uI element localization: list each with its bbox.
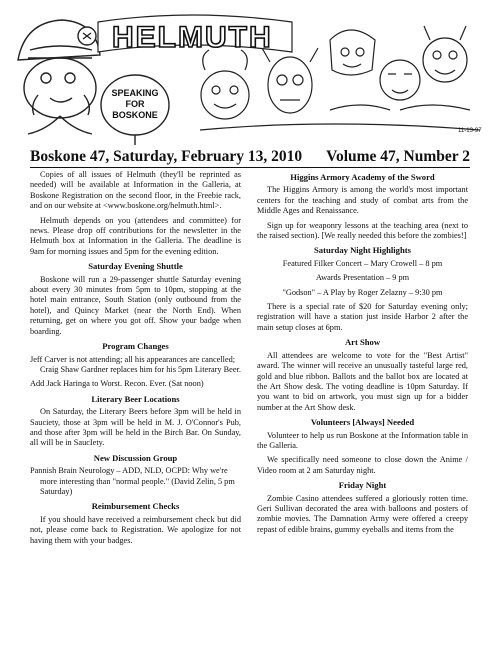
- program-change-haringa: Add Jack Haringa to Worst. Recon. Ever. (Sat noon): [30, 379, 204, 389]
- shuttle-text: Boskone will run a 29-passenger shuttle Saturday evening about every 30 minutes from 5pm to 10pm, stopping at the hotel main entrance, South Station (only outbound from the hotel), and Quincy Market (near the North End). When returning, get on where you got off. Show your badge when boarding.: [30, 274, 241, 336]
- issue-date: Boskone 47, Saturday, February 13, 2010: [30, 148, 303, 165]
- sign-line-2: FOR: [125, 99, 145, 109]
- left-column: [30, 170, 241, 550]
- program-change-carver: Jeff Carver is not attending; all his appearances are cancelled; Craig Shaw Gardner replaces him for his 5pm Literary Beer.: [30, 354, 241, 374]
- banner-title: HELMUTH: [112, 21, 273, 54]
- reimbursement-text: If you should have received a reimbursement check but did not, please come back to Registration. We apologize for not having them with your badges.: [30, 514, 241, 545]
- higgins-heading: Higgins Armory Academy of the Sword: [290, 172, 435, 182]
- title-band: [98, 15, 292, 54]
- special-rate-text: There is a special rate of $20 for Saturday evening only; registration will have a station just inside Harbor 2 after the main setup closes at 6pm.: [257, 302, 468, 332]
- higgins-text-1: The Higgins Armory is among the world's most important centers for the teaching and study of combat arts from the Middle Ages and Renaissance.: [257, 185, 468, 216]
- volunteers-text-1: Volunteer to help us run Boskone at the Information table in the Galleria.: [257, 430, 468, 450]
- art-show-heading: Art Show: [344, 337, 381, 348]
- sign-line-1: SPEAKING: [111, 88, 159, 98]
- sign-line-3: BOSKONE: [112, 110, 158, 120]
- masthead: [30, 148, 470, 166]
- highlight-godson: "Godson" – A Play by Roger Zelazny – 9:30 pm: [282, 287, 443, 297]
- saturday-night-heading: Saturday Night Highlights: [314, 245, 411, 256]
- banner-illustration: [0, 0, 500, 145]
- right-column: [257, 170, 468, 539]
- intro-copies: Copies of all issues of Helmuth (they'll be reprinted as needed) will be available at Information in the Galleria, at Boskone Registration on the second floor, in the Freebie rack, and on our website at <www.boskone.org/helmuth.html>.: [30, 170, 241, 211]
- higgins-text-2: Sign up for weaponry lessons at the teaching area (next to the raised section). [We really needed this before the zombies!]: [257, 220, 468, 241]
- artist-date: 11-13-97: [458, 128, 482, 134]
- masthead-rule: [30, 167, 470, 168]
- art-show-text: All attendees are welcome to vote for the "Best Artist" award. The winner will receive an unusually tasteful large red, gold and blue ribbon. Ballots and the ballot box are located at the Art Show desk. The voting deadline is 10pm Saturday. If you want to bid on artwork, you must sign up for a bidder number at the Art Show desk.: [257, 350, 468, 412]
- discussion-group-heading: New Discussion Group: [93, 452, 178, 463]
- program-changes-heading: Program Changes: [102, 341, 169, 352]
- intro-contributions: Helmuth depends on you (attendees and committee) for news. Please drop off contributions for the newsletter in the Helmuth box at Information in the Galleria. The deadline is 9am for morning issues and 5pm for the evening edition.: [30, 215, 241, 256]
- shuttle-heading: Saturday Evening Shuttle: [88, 261, 183, 272]
- discussion-group-text: Pannish Brain Neurology – ADD, NLD, OCPD: Why we're more interesting than "normal people." (David Zelin, 5 pm Saturday): [30, 466, 235, 496]
- volunteers-text-2: We specifically need someone to close down the Anime / Video room at 2 am Saturday night.: [257, 455, 468, 475]
- friday-night-text: Zombie Casino attendees suffered a gloriously rotten time. Geri Sullivan decorated the area with balloons and posters of zombie movies. The Damnation Army were offered a creepy repast of edible brains, gummy eyeballs and items from the: [257, 493, 468, 534]
- helmuth-character: [18, 20, 100, 134]
- friday-night-heading: Friday Night: [338, 480, 387, 491]
- literary-beer-heading: Literary Beer Locations: [91, 393, 180, 404]
- highlight-awards: Awards Presentation – 9 pm: [315, 273, 410, 283]
- volunteers-heading: Volunteers [Always] Needed: [310, 417, 415, 428]
- highlight-filker: Featured Filker Concert – Mary Crowell – 8 pm: [282, 258, 443, 268]
- literary-beer-text: On Saturday, the Literary Beers before 3pm will be held in Sauciety, those at 3pm will be held in M. J. O'Connor's Pub, and those after 3pm will be held in the Birch Bar. On Sunday, all will be in SaucIety.: [30, 407, 241, 448]
- reimbursement-heading: Reimbursement Checks: [91, 501, 180, 512]
- volume-number: Volume 47, Number 2: [326, 148, 470, 165]
